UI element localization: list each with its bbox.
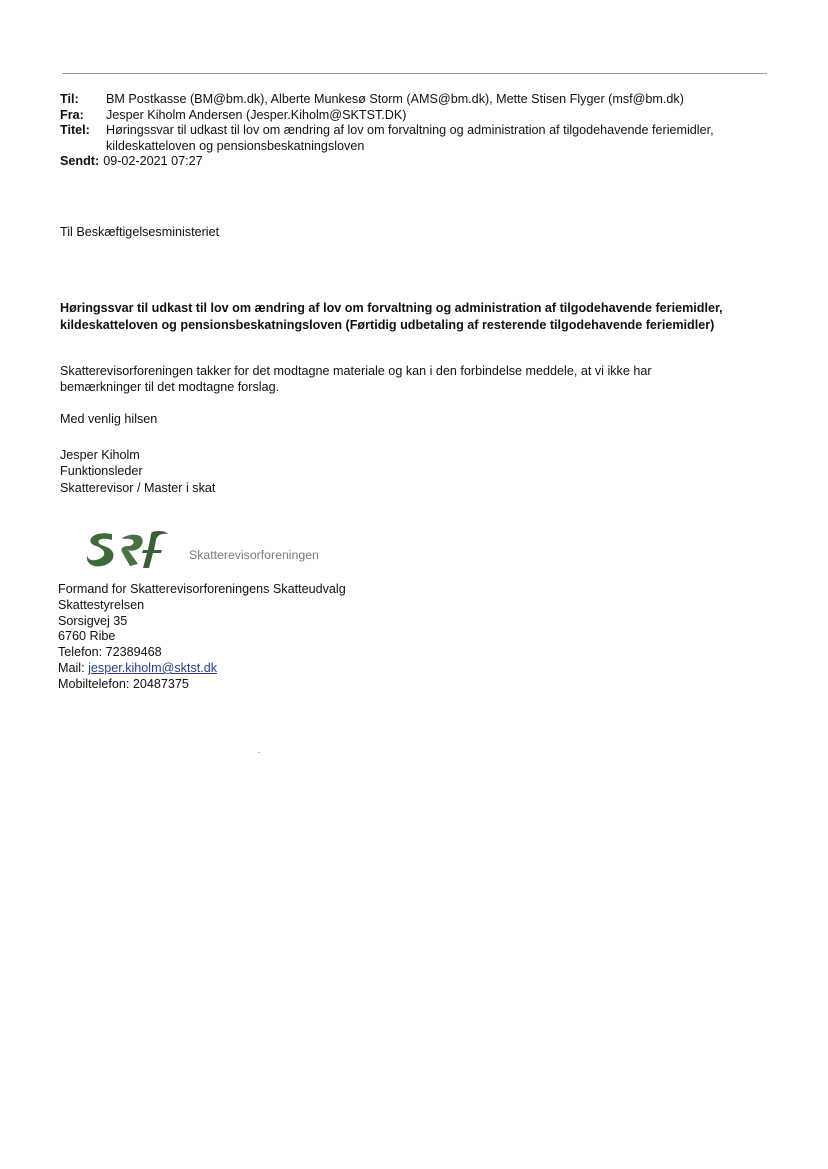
footer-line-4: 6760 Ribe — [58, 629, 116, 644]
scan-speck — [258, 752, 260, 753]
footer-line-3: Sorsigvej 35 — [58, 613, 128, 628]
body-paragraph — [60, 364, 760, 395]
header-divider — [62, 73, 767, 74]
logo-text: Skatterevisorforeningen — [189, 548, 319, 562]
from-value: Jesper Kiholm Andersen (Jesper.Kiholm@SKTST.DK) — [106, 107, 407, 122]
contact-footer — [58, 582, 346, 693]
email-header — [60, 92, 760, 170]
signature-role: Funktionsleder — [60, 464, 143, 479]
sent-label: Sendt: — [60, 154, 100, 168]
sent-row — [60, 154, 760, 170]
body-line-1: Skatterevisorforeningen takker for det modtagne materiale og kan i den forbindelse meddele, at vi ikke har — [60, 364, 652, 378]
sent-value: 09-02-2021 07:27 — [103, 154, 203, 168]
to-label: Til: — [60, 92, 79, 106]
footer-mobile: Mobiltelefon: 20487375 — [58, 676, 189, 691]
srf-logo — [82, 528, 172, 572]
signature-block — [60, 447, 215, 496]
footer-mail-row — [58, 661, 346, 677]
title-value — [106, 123, 760, 154]
greeting: Til Beskæftigelsesministeriet — [60, 225, 220, 239]
from-row — [60, 108, 760, 124]
title-row — [60, 123, 760, 154]
body-line-2: bemærkninger til det modtagne forslag. — [60, 379, 280, 394]
footer-line-1: Formand for Skatterevisorforeningens Skatteudvalg — [58, 582, 346, 596]
mail-label: Mail: — [58, 660, 89, 675]
footer-line-2: Skattestyrelsen — [58, 597, 145, 612]
title-line-2: kildeskatteloven og pensionsbeskatningsloven — [106, 138, 365, 153]
to-value: BM Postkasse (BM@bm.dk), Alberte Munkesø Storm (AMS@bm.dk), Mette Stisen Flyger (msf@bm.dk) — [106, 92, 684, 106]
subject-line-1: Høringssvar til udkast til lov om ændring af lov om forvaltning og administration af tilgodehavende feriemidler, — [60, 301, 723, 315]
title-label: Titel: — [60, 123, 90, 137]
from-label: Fra: — [60, 107, 84, 122]
subject-line-2: kildeskatteloven og pensionsbeskatningsloven (Førtidig udbetaling af resterende tilgodehavende feriemidler) — [60, 317, 715, 332]
subject-heading — [60, 300, 775, 333]
footer-phone: Telefon: 72389468 — [58, 645, 162, 660]
closing: Med venlig hilsen — [60, 412, 158, 426]
signature-title: Skatterevisor / Master i skat — [60, 480, 216, 495]
to-row — [60, 92, 760, 108]
signature-name: Jesper Kiholm — [60, 448, 140, 462]
mail-link[interactable]: jesper.kiholm@sktst.dk — [88, 660, 218, 675]
title-line-1: Høringssvar til udkast til lov om ændring af lov om forvaltning og administration af tilgodehavende feriemidler, — [106, 123, 714, 137]
